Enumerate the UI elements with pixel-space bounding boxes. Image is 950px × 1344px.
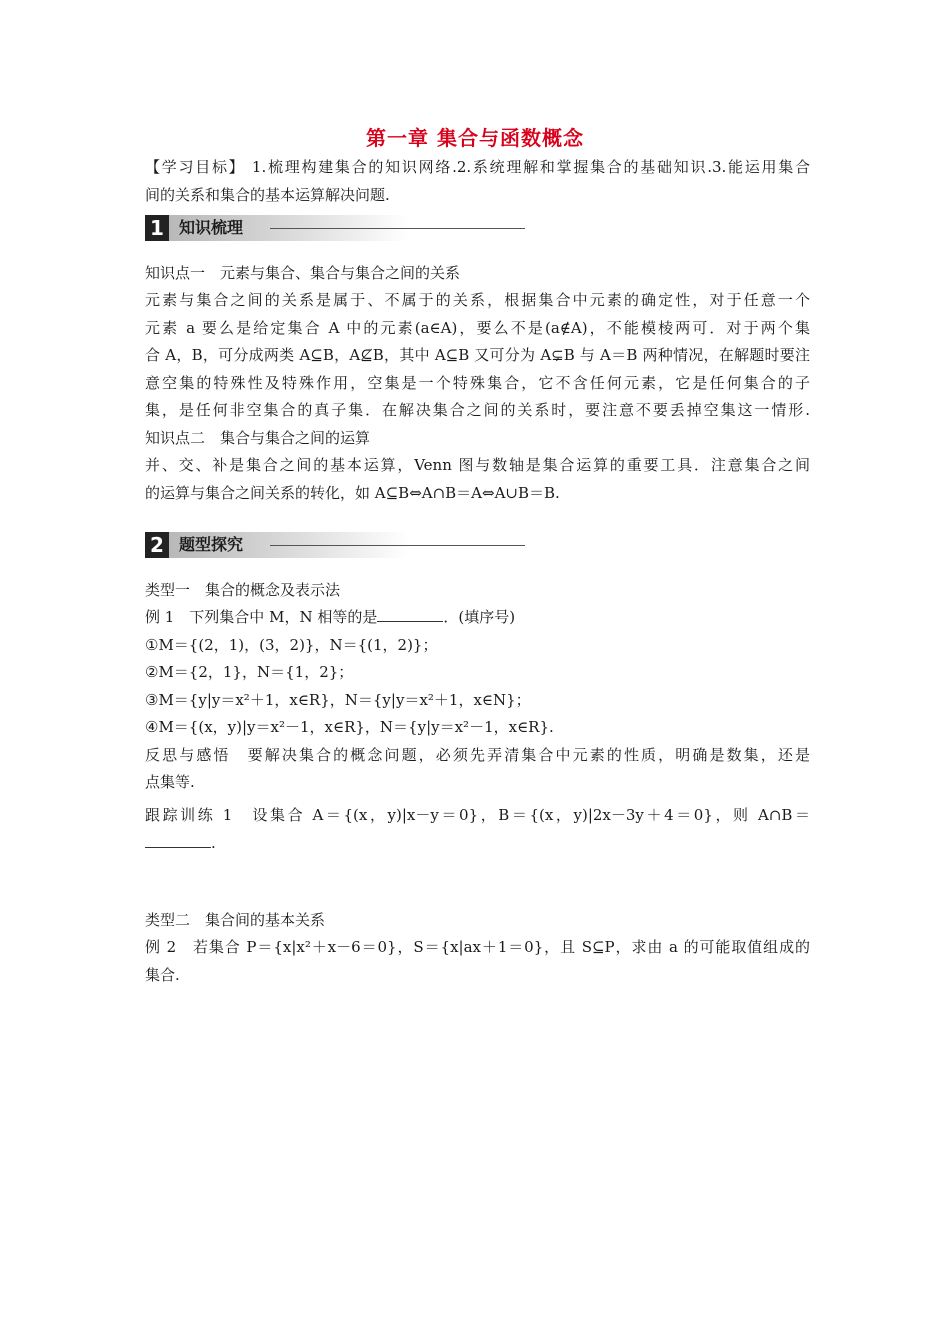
example-1-item: ③M＝{y|y＝x²＋1，x∈R}，N＝{y|y＝x²＋1，x∈N}； <box>145 691 531 709</box>
kp1-line: 集，是任何非空集合的真子集．在解决集合之间的关系时，要注意不要丢掉空集这一情形. <box>145 401 810 419</box>
kp1-line: 合 A，B，可分成两类 A⊆B，A⊈B，其中 A⊆B 又可分为 A⊊B 与 A＝B 两种情况，在解题时要注 <box>145 346 810 364</box>
type-2-heading: 类型二 集合间的基本关系 <box>145 911 326 929</box>
tracking-exercise-1: 跟踪训练 1 设集合 A＝{(x，y)|x－y＝0}，B＝{(x，y)|2x－3y＋4＝0}，则 A∩B＝ <box>145 806 810 824</box>
tracking-exercise-1-answer <box>145 833 810 853</box>
example-2-line2: 集合. <box>145 966 180 984</box>
learning-objectives-line1: 【学习目标】 1.梳理构建集合的知识网络.2.系统理解和掌握集合的基础知识.3.能运用集合 <box>145 158 810 176</box>
example-1-suffix: ．(填序号) <box>443 608 516 626</box>
section-rule <box>270 228 525 229</box>
section-rule <box>270 545 525 546</box>
kp1-line: 意空集的特殊性及特殊作用，空集是一个特殊集合，它不含任何元素，它是任何集合的子 <box>145 374 810 392</box>
section-number: 2 <box>145 532 169 558</box>
answer-blank[interactable] <box>145 833 211 848</box>
knowledge-point-2-heading: 知识点二 集合与集合之间的运算 <box>145 429 371 447</box>
learning-objectives-line2: 间的关系和集合的基本运算解决问题. <box>145 186 390 204</box>
section-number: 1 <box>145 215 169 241</box>
example-1 <box>145 607 810 627</box>
type-1-heading: 类型一 集合的概念及表示法 <box>145 581 341 599</box>
section-header-question-types <box>145 532 525 558</box>
answer-blank[interactable] <box>377 607 443 622</box>
section-label: 题型探究 <box>169 532 409 558</box>
example-1-item: ①M＝{(2，1)，(3，2)}，N＝{(1，2)}； <box>145 636 438 654</box>
kp1-line: 元素 a 要么是给定集合 A 中的元素(a∈A)，要么不是(a∉A)，不能模棱两可．对于两个集 <box>145 319 810 337</box>
example-1-prefix: 例 1 下列集合中 M，N 相等的是 <box>145 608 378 626</box>
kp2-line: 的运算与集合之间关系的转化，如 A⊆B⇔A∩B＝A⇔A∪B＝B. <box>145 484 560 502</box>
tracking-exercise-1-end: . <box>211 834 216 852</box>
example-1-item: ④M＝{(x，y)|y＝x²－1，x∈R}，N＝{y|y＝x²－1，x∈R}. <box>145 718 554 736</box>
knowledge-point-1-heading: 知识点一 元素与集合、集合与集合之间的关系 <box>145 264 461 282</box>
reflection-line: 点集等. <box>145 773 195 791</box>
example-2-line1: 例 2 若集合 P＝{x|x²＋x－6＝0}，S＝{x|ax＋1＝0}，且 S⊆P，求由 a 的可能取值组成的 <box>145 938 810 956</box>
reflection-line: 反思与感悟 要解决集合的概念问题，必须先弄清集合中元素的性质，明确是数集，还是 <box>145 746 810 764</box>
section-label: 知识梳理 <box>169 215 409 241</box>
kp2-line: 并、交、补是集合之间的基本运算，Venn 图与数轴是集合运算的重要工具．注意集合之间 <box>145 456 810 474</box>
section-header-knowledge <box>145 215 525 241</box>
chapter-title: 第一章 集合与函数概念 <box>366 126 584 150</box>
example-1-item: ②M＝{2，1}，N＝{1，2}； <box>145 663 354 681</box>
kp1-line: 元素与集合之间的关系是属于、不属于的关系，根据集合中元素的确定性，对于任意一个 <box>145 291 810 309</box>
